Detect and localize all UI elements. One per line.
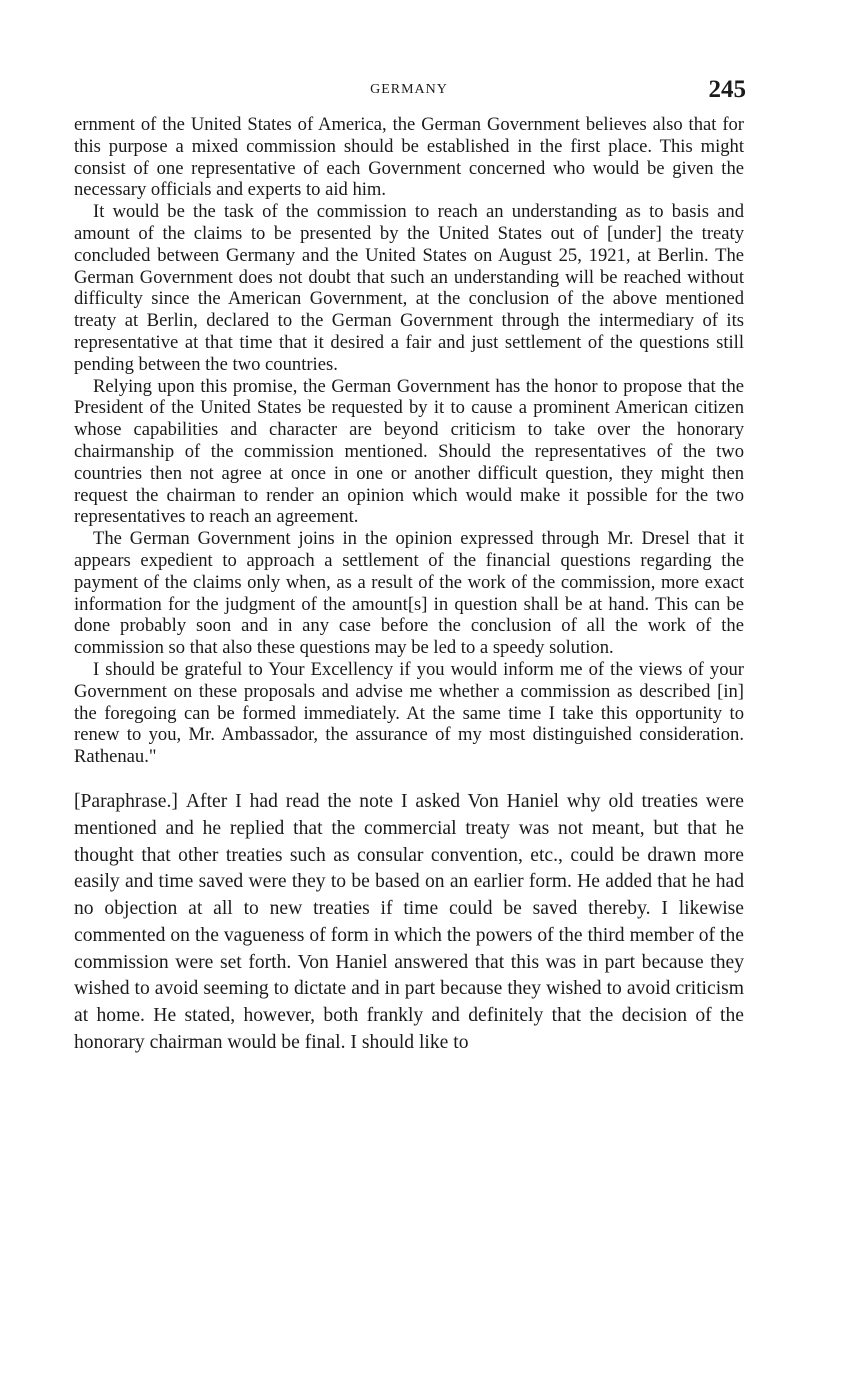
quoted-paragraph-continued: ernment of the United States of America, the German Government believes also that for this purpose a mixed commission should be established in the first place. This might consist of one representative of each Government concerned who would be given the necessary officials and experts to aid him. [74, 114, 744, 201]
quoted-paragraph: I should be grateful to Your Excellency if you would inform me of the views of your Government on these proposals and advise me whether a commission as described [in] the foregoing can be formed immediately. At the same time I take this opportunity to renew to you, Mr. Ambassador, the assurance of my most distinguished consideration. Rathenau." [74, 658, 744, 768]
quoted-paragraph: It would be the task of the commission to reach an understanding as to basis and amount of the claims to be presented by the United States out of [under] the treaty concluded between Germany and the United States on August 25, 1921, at Berlin. The German Government does not doubt that such an understanding will be reached without difficulty since the American Government, at the conclusion of the above mentioned treaty at Berlin, declared to the German Government through the intermediary of its representative at that time that it desired a fair and just settlement of the questions still pending between the two countries. [74, 201, 744, 375]
running-title: GERMANY [370, 82, 448, 97]
paraphrase-label: [Paraphrase.] [74, 790, 178, 812]
quoted-paragraph: Relying upon this promise, the German Government has the honor to propose that the President of the United States be requested by it to cause a prominent American citizen whose capabilities and character are beyond criticism to take over the honorary chairmanship of the commission mentioned. Should the representatives of the two countries then not agree at once in one or another difficult question, they might then request the chairman to render an opinion which would make it possible for the two representatives to reach an agreement. [74, 375, 744, 528]
running-header [74, 70, 744, 114]
main-paragraph-body: After I had read the note I asked Von Haniel why old treaties were mentioned and he replied that the commercial treaty was not meant, but that he thought that other treaties such as consular convention, etc., could be drawn more easily and time saved were they to be based on an earlier form. He added that he had no objection at all to new treaties if time could be saved thereby. I likewise commented on the vagueness of form in which the powers of the third member of the commission were set forth. Von Haniel answered that this was in part because they wished to avoid seeming to dictate and in part because they wished to avoid criticism at home. He stated, however, both frankly and definitely that the decision of the honorary chairman would be final. I should like to [74, 790, 744, 1054]
quoted-paragraph: The German Government joins in the opinion expressed through Mr. Dresel that it appears expedient to approach a settlement of the financial questions regarding the payment of the claims only when, as a result of the work of the commission, more exact information for the judgment of the amount[s] in question shall be at hand. This can be done probably soon and in any case before the conclusion of all the work of the commission so that also these questions may be led to a speedy solution. [74, 528, 744, 659]
quoted-note [74, 114, 744, 768]
main-text [74, 789, 744, 1057]
main-paragraph [74, 789, 744, 1057]
page-number: 245 [708, 76, 746, 103]
document-page [74, 70, 744, 1057]
